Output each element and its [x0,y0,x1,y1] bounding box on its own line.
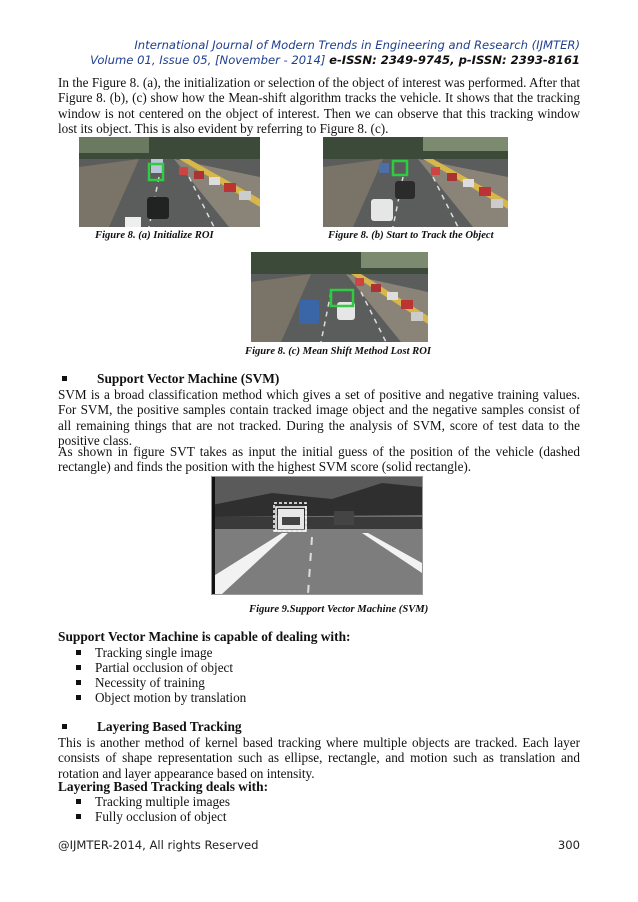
figure-8a-image [79,137,260,227]
svm-section-heading [58,371,279,387]
layering-section-heading [58,719,242,735]
square-bullet-icon [76,799,81,804]
journal-title: International Journal of Modern Trends in Engineering and Research (IJMTER) [134,38,580,52]
list-item: Necessity of training [76,675,205,691]
figure-9-caption: Figure 9.Support Vector Machine (SVM) [249,604,429,615]
figure-8c-caption: Figure 8. (c) Mean Shift Method Lost ROI [245,346,431,357]
square-bullet-icon [76,650,81,655]
footer-copyright: @IJMTER-2014, All rights Reserved [58,838,259,852]
square-bullet-icon [76,665,81,670]
figure-9-image [211,476,423,595]
square-bullet-icon [62,724,67,729]
list-item: Tracking single image [76,645,212,661]
list-item: Object motion by translation [76,690,246,706]
list-item: Tracking multiple images [76,794,230,810]
list-item: Partial occlusion of object [76,660,233,676]
figure-8c-image [251,252,428,342]
list-item: Fully occlusion of object [76,809,227,825]
figure-8a-caption: Figure 8. (a) Initialize ROI [95,230,214,241]
square-bullet-icon [76,814,81,819]
square-bullet-icon [62,376,67,381]
square-bullet-icon [76,695,81,700]
figure-8b-image [323,137,508,227]
issn-info: e-ISSN: 2349-9745, p-ISSN: 2393-8161 [329,53,580,67]
square-bullet-icon [76,680,81,685]
figure-8b-caption: Figure 8. (b) Start to Track the Object [328,230,494,241]
page-number: 300 [557,838,580,852]
layering-deals-heading: Layering Based Tracking deals with: [58,779,269,794]
journal-issue-line [90,53,580,68]
svm-paragraph-1: SVM is a broad classification method which gives a set of positive and negative training values. For SVM, the positive samples contain tracked image object and the negative samples consist of all remaining things that are not tracked. During the analysis of SVM, score of test data to the positive class. [58,387,580,449]
svm-paragraph-2: As shown in figure SVT takes as input the initial guess of the position of the vehicle (dashed rectangle) and finds the position with the highest SVM score (solid rectangle). [58,444,580,475]
svm-heading-text: Support Vector Machine (SVM) [97,371,280,386]
layering-heading-text: Layering Based Tracking [97,719,242,734]
svm-capable-heading: Support Vector Machine is capable of dealing with: [58,629,351,644]
issue-info: Volume 01, Issue 05, [November - 2014] [90,53,326,67]
layering-paragraph: This is another method of kernel based tracking where multiple objects are tracked. Each layer consists of shape representation such as ellipse, rectangle, and motion such as translation and rotation and layer appearance based on intensity. [58,735,580,781]
intro-paragraph: In the Figure 8. (a), the initialization or selection of the object of interest was performed. After that Figure 8. (b), (c) show how the Mean-shift algorithm tracks the vehicle. It shows that the tracking window is not centered on the object of interest. Then we can observe that this tracking window lost its object. This is also evident by referring to Figure 8. (c). [58,75,580,137]
